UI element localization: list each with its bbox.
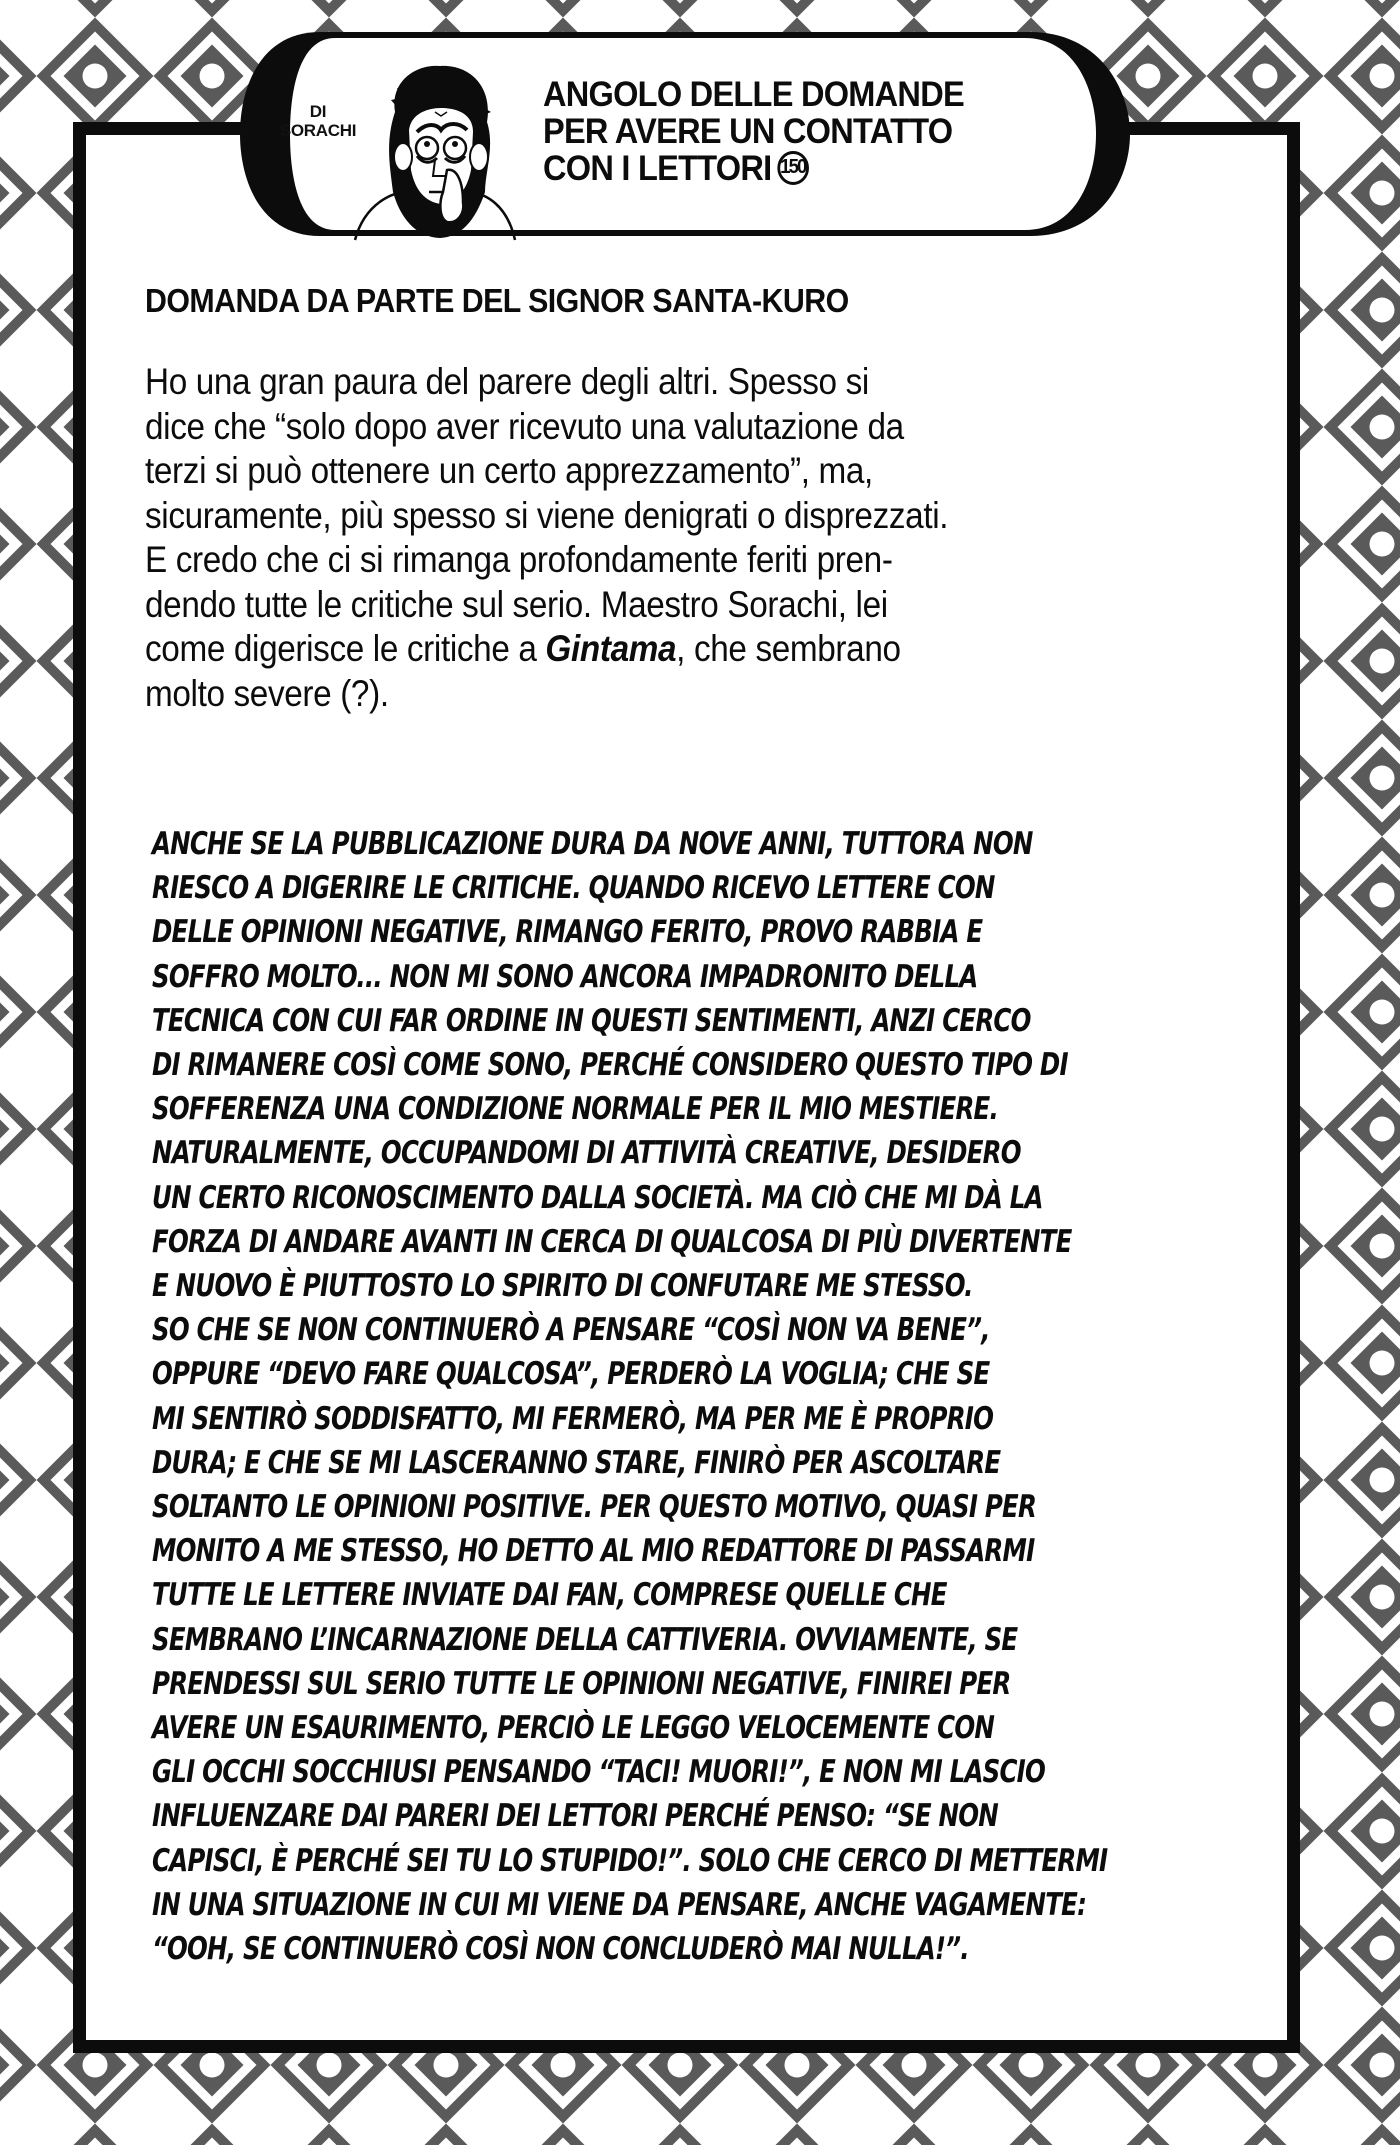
episode-number-badge: 150 <box>777 151 809 185</box>
answer-line: TUTTE LE LETTERE INVIATE DAI FAN, COMPRESE QUELLE CHE <box>152 1577 947 1614</box>
answer-line: DELLE OPINIONI NEGATIVE, RIMANGO FERITO, PROVO RABBIA E <box>152 914 983 951</box>
title-line: CON I LETTORI <box>543 149 772 188</box>
answer-line: IN UNA SITUAZIONE IN CUI MI VIENE DA PENSARE, ANCHE VAGAMENTE: <box>152 1886 1087 1923</box>
manga-title: Gintama <box>545 628 677 669</box>
answer-line: E NUOVO È PIUTTOSTO LO SPIRITO DI CONFUTARE ME STESSO. <box>152 1268 973 1305</box>
answer-line: UN CERTO RICONOSCIMENTO DALLA SOCIETÀ. MA CIÒ CHE MI DÀ LA <box>152 1179 1043 1216</box>
answer-line: MONITO A ME STESSO, HO DETTO AL MIO REDATTORE DI PASSARMI <box>152 1533 1035 1570</box>
answer-line: GLI OCCHI SOCCHIUSI PENSANDO “TACI! MUORI!”, E NON MI LASCIO <box>152 1754 1046 1791</box>
answer-line: INFLUENZARE DAI PARERI DEI LETTORI PERCHÉ PENSO: “SE NON <box>152 1798 998 1835</box>
question-text <box>145 360 1225 716</box>
answer-line: OPPURE “DEVO FARE QUALCOSA”, PERDERÒ LA VOGLIA; CHE SE <box>152 1356 990 1393</box>
answer-line: SOFFRO MOLTO... NON MI SONO ANCORA IMPADRONITO DELLA <box>152 958 978 995</box>
answer-line: NATURALMENTE, OCCUPANDOMI DI ATTIVITÀ CREATIVE, DESIDERO <box>152 1135 1021 1172</box>
title-line: PER AVERE UN CONTATTO <box>543 112 953 151</box>
answer-line: CAPISCI, È PERCHÉ SEI TU LO STUPIDO!”. SOLO CHE CERCO DI METTERMI <box>152 1842 1108 1879</box>
answer-line: SOLTANTO LE OPINIONI POSITIVE. PER QUESTO MOTIVO, QUASI PER <box>152 1489 1037 1526</box>
answer-line: AVERE UN ESAURIMENTO, PERCIÒ LE LEGGO VELOCEMENTE CON <box>152 1710 995 1747</box>
column-title <box>543 76 964 188</box>
answer-line: DURA; E CHE SE MI LASCERANNO STARE, FINIRÒ PER ASCOLTARE <box>152 1444 1001 1481</box>
question-line: molto severe (?). <box>145 672 389 714</box>
answer-line: SO CHE SE NON CONTINUERÒ A PENSARE “COSÌ NON VA BENE”, <box>152 1312 990 1349</box>
answer-line: DI RIMANERE COSÌ COME SONO, PERCHÉ CONSIDERO QUESTO TIPO DI <box>152 1047 1068 1084</box>
byline-line: SORACHI <box>279 121 357 140</box>
answer-line: RIESCO A DIGERIRE LE CRITICHE. QUANDO RICEVO LETTERE CON <box>152 870 995 907</box>
question-line: sicuramente, più spesso si viene denigrati o disprezzati. <box>145 494 949 536</box>
answer-line: “OOH, SE CONTINUERÒ COSÌ NON CONCLUDERÒ MAI NULLA!”. <box>152 1931 969 1968</box>
answer-line: SEMBRANO L’INCARNAZIONE DELLA CATTIVERIA. OVVIAMENTE, SE <box>152 1621 1018 1658</box>
answer-line: TECNICA CON CUI FAR ORDINE IN QUESTI SENTIMENTI, ANZI CERCO <box>152 1002 1031 1039</box>
answer-line: MI SENTIRÒ SODDISFATTO, MI FERMERÒ, MA PER ME È PROPRIO <box>152 1400 994 1437</box>
answer-line: FORZA DI ANDARE AVANTI IN CERCA DI QUALCOSA DI PIÙ DIVERTENTE <box>152 1223 1072 1260</box>
question-line: come digerisce le critiche a Gintama, che sembrano <box>145 628 901 669</box>
answer-line: ANCHE SE LA PUBBLICAZIONE DURA DA NOVE ANNI, TUTTORA NON <box>152 826 1033 862</box>
question-line: dendo tutte le critiche sul serio. Maestro Sorachi, lei <box>145 583 888 625</box>
question-line: Ho una gran paura del parere degli altri. Spesso si <box>145 361 869 402</box>
title-line: ANGOLO DELLE DOMANDE <box>543 75 964 114</box>
header-capsule <box>240 30 1130 238</box>
question-line: terzi si può ottenere un certo apprezzamento”, ma, <box>145 450 873 491</box>
byline-line: DI <box>309 102 327 121</box>
answer-line: PRENDESSI SUL SERIO TUTTE LE OPINIONI NEGATIVE, FINIREI PER <box>152 1665 1011 1702</box>
question-line: E credo che ci si rimanga profondamente feriti pren- <box>145 539 893 580</box>
question-heading: DOMANDA DA PARTE DEL SIGNOR SANTA-KURO <box>145 282 849 319</box>
answer-line: SOFFERENZA UNA CONDIZIONE NORMALE PER IL MIO MESTIERE. <box>152 1091 999 1128</box>
author-caricature-icon <box>335 52 535 242</box>
answer-text <box>152 822 1108 1971</box>
question-line: dice che “solo dopo aver ricevuto una valutazione da <box>145 405 904 447</box>
